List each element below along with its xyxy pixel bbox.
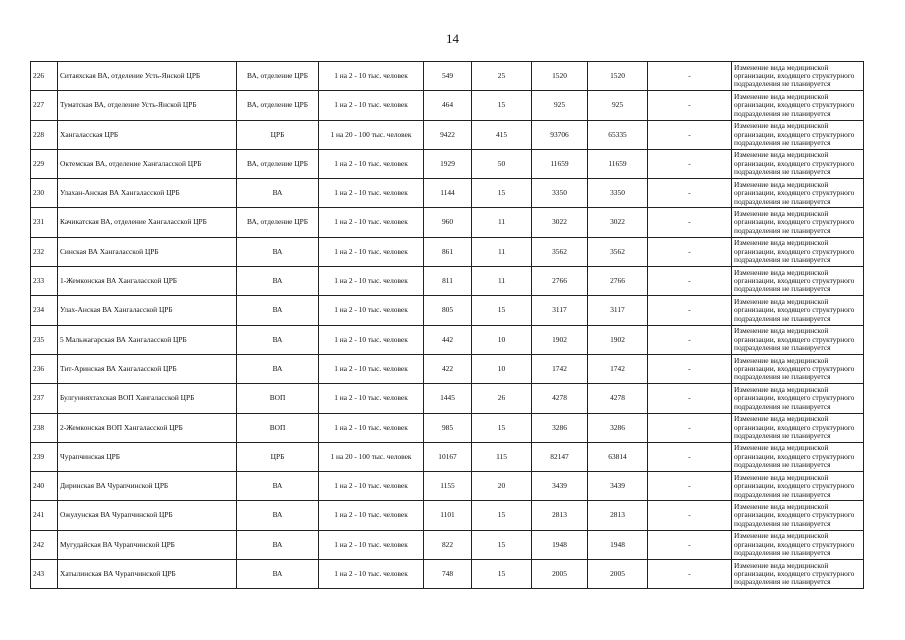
facility-type-cell: ЦРБ [237, 442, 319, 471]
value-cell-2: 15 [472, 91, 532, 120]
dash-cell: - [648, 472, 732, 501]
value-cell-4: 63814 [588, 442, 648, 471]
value-cell-3: 93706 [532, 120, 588, 149]
population-norm-cell: 1 на 2 - 10 тыс. человек [319, 472, 424, 501]
facility-type-cell: ВА, отделение ЦРБ [237, 208, 319, 237]
value-cell-1: 10167 [424, 442, 472, 471]
facility-type-cell: ВА [237, 237, 319, 266]
note-cell: Изменение вида медицинской организации, входящего структурного подразделения не планируется [732, 120, 864, 149]
row-number-cell: 227 [31, 91, 58, 120]
dash-cell: - [648, 149, 732, 178]
population-norm-cell: 1 на 2 - 10 тыс. человек [319, 560, 424, 589]
note-cell: Изменение вида медицинской организации, входящего структурного подразделения не планируется [732, 296, 864, 325]
row-number-cell: 238 [31, 413, 58, 442]
value-cell-2: 115 [472, 442, 532, 471]
row-number-cell: 235 [31, 325, 58, 354]
facility-name-cell: 1-Жемконская ВА Хангаласской ЦРБ [58, 267, 237, 296]
facility-name-cell: 2-Жемконская ВОП Хангаласской ЦРБ [58, 413, 237, 442]
value-cell-3: 1742 [532, 354, 588, 383]
facility-type-cell: ВА [237, 296, 319, 325]
population-norm-cell: 1 на 2 - 10 тыс. человек [319, 267, 424, 296]
population-norm-cell: 1 на 2 - 10 тыс. человек [319, 179, 424, 208]
row-number-cell: 237 [31, 384, 58, 413]
row-number-cell: 239 [31, 442, 58, 471]
facility-type-cell: ВА, отделение ЦРБ [237, 62, 319, 91]
facility-type-cell: ВА [237, 530, 319, 559]
value-cell-3: 3562 [532, 237, 588, 266]
table-row [31, 442, 864, 471]
population-norm-cell: 1 на 2 - 10 тыс. человек [319, 413, 424, 442]
value-cell-3: 3022 [532, 208, 588, 237]
value-cell-1: 9422 [424, 120, 472, 149]
value-cell-4: 1520 [588, 62, 648, 91]
value-cell-2: 11 [472, 267, 532, 296]
population-norm-cell: 1 на 2 - 10 тыс. человек [319, 62, 424, 91]
value-cell-2: 15 [472, 179, 532, 208]
value-cell-1: 822 [424, 530, 472, 559]
value-cell-1: 1101 [424, 501, 472, 530]
dash-cell: - [648, 208, 732, 237]
dash-cell: - [648, 296, 732, 325]
value-cell-3: 2813 [532, 501, 588, 530]
value-cell-3: 3439 [532, 472, 588, 501]
table-row [31, 296, 864, 325]
note-cell: Изменение вида медицинской организации, входящего структурного подразделения не планируется [732, 149, 864, 178]
facility-name-cell: Тит-Аринская ВА Хангаласской ЦРБ [58, 354, 237, 383]
facility-type-cell: ВА [237, 179, 319, 208]
value-cell-2: 26 [472, 384, 532, 413]
value-cell-2: 11 [472, 208, 532, 237]
table-row [31, 472, 864, 501]
dash-cell: - [648, 237, 732, 266]
note-cell: Изменение вида медицинской организации, входящего структурного подразделения не планируется [732, 501, 864, 530]
population-norm-cell: 1 на 2 - 10 тыс. человек [319, 296, 424, 325]
facility-name-cell: Туматская ВА, отделение Усть-Янской ЦРБ [58, 91, 237, 120]
table-row [31, 62, 864, 91]
dash-cell: - [648, 501, 732, 530]
row-number-cell: 234 [31, 296, 58, 325]
value-cell-1: 805 [424, 296, 472, 325]
value-cell-3: 3286 [532, 413, 588, 442]
facility-type-cell: ВА [237, 354, 319, 383]
value-cell-1: 1155 [424, 472, 472, 501]
row-number-cell: 236 [31, 354, 58, 383]
note-cell: Изменение вида медицинской организации, входящего структурного подразделения не планируется [732, 384, 864, 413]
facility-name-cell: Булгунняхтахская ВОП Хангаласской ЦРБ [58, 384, 237, 413]
value-cell-1: 811 [424, 267, 472, 296]
value-cell-2: 15 [472, 296, 532, 325]
note-cell: Изменение вида медицинской организации, входящего структурного подразделения не планируется [732, 560, 864, 589]
facility-type-cell: ВА [237, 472, 319, 501]
facility-name-cell: 5 Мальжагарская ВА Хангаласской ЦРБ [58, 325, 237, 354]
note-cell: Изменение вида медицинской организации, входящего структурного подразделения не планируется [732, 472, 864, 501]
value-cell-4: 925 [588, 91, 648, 120]
value-cell-3: 4278 [532, 384, 588, 413]
facility-name-cell: Чурапчинская ЦРБ [58, 442, 237, 471]
value-cell-3: 11659 [532, 149, 588, 178]
facility-type-cell: ВОП [237, 384, 319, 413]
value-cell-4: 3439 [588, 472, 648, 501]
row-number-cell: 228 [31, 120, 58, 149]
value-cell-2: 15 [472, 413, 532, 442]
value-cell-3: 3117 [532, 296, 588, 325]
facility-type-cell: ВА [237, 325, 319, 354]
value-cell-3: 1948 [532, 530, 588, 559]
table-row [31, 149, 864, 178]
population-norm-cell: 1 на 2 - 10 тыс. человек [319, 208, 424, 237]
table-row [31, 384, 864, 413]
dash-cell: - [648, 560, 732, 589]
row-number-cell: 231 [31, 208, 58, 237]
value-cell-2: 20 [472, 472, 532, 501]
row-number-cell: 226 [31, 62, 58, 91]
table-row [31, 530, 864, 559]
note-cell: Изменение вида медицинской организации, входящего структурного подразделения не планируется [732, 413, 864, 442]
value-cell-2: 15 [472, 560, 532, 589]
value-cell-1: 985 [424, 413, 472, 442]
dash-cell: - [648, 91, 732, 120]
row-number-cell: 229 [31, 149, 58, 178]
value-cell-3: 1520 [532, 62, 588, 91]
value-cell-2: 50 [472, 149, 532, 178]
value-cell-3: 1902 [532, 325, 588, 354]
value-cell-4: 3022 [588, 208, 648, 237]
dash-cell: - [648, 384, 732, 413]
facility-type-cell: ВА [237, 560, 319, 589]
value-cell-2: 15 [472, 501, 532, 530]
table-row [31, 208, 864, 237]
value-cell-1: 861 [424, 237, 472, 266]
population-norm-cell: 1 на 2 - 10 тыс. человек [319, 501, 424, 530]
value-cell-4: 1948 [588, 530, 648, 559]
value-cell-4: 1742 [588, 354, 648, 383]
table-row [31, 325, 864, 354]
facility-name-cell: Хангаласская ЦРБ [58, 120, 237, 149]
dash-cell: - [648, 442, 732, 471]
population-norm-cell: 1 на 2 - 10 тыс. человек [319, 237, 424, 266]
value-cell-3: 82147 [532, 442, 588, 471]
value-cell-4: 2813 [588, 501, 648, 530]
table-row [31, 267, 864, 296]
table-row [31, 560, 864, 589]
facility-name-cell: Диринская ВА Чурапчинской ЦРБ [58, 472, 237, 501]
population-norm-cell: 1 на 2 - 10 тыс. человек [319, 530, 424, 559]
note-cell: Изменение вида медицинской организации, входящего структурного подразделения не планируется [732, 91, 864, 120]
value-cell-3: 2005 [532, 560, 588, 589]
row-number-cell: 241 [31, 501, 58, 530]
value-cell-4: 3350 [588, 179, 648, 208]
facility-name-cell: Мугудайская ВА Чурапчинской ЦРБ [58, 530, 237, 559]
value-cell-4: 4278 [588, 384, 648, 413]
row-number-cell: 230 [31, 179, 58, 208]
row-number-cell: 232 [31, 237, 58, 266]
population-norm-cell: 1 на 20 - 100 тыс. человек [319, 442, 424, 471]
value-cell-2: 15 [472, 530, 532, 559]
population-norm-cell: 1 на 2 - 10 тыс. человек [319, 354, 424, 383]
table-row [31, 354, 864, 383]
note-cell: Изменение вида медицинской организации, входящего структурного подразделения не планируется [732, 530, 864, 559]
facility-name-cell: Улах-Анская ВА Хангаласской ЦРБ [58, 296, 237, 325]
value-cell-4: 1902 [588, 325, 648, 354]
facility-type-cell: ВА [237, 267, 319, 296]
value-cell-4: 65335 [588, 120, 648, 149]
value-cell-3: 2766 [532, 267, 588, 296]
dash-cell: - [648, 325, 732, 354]
facility-name-cell: Хатылинская ВА Чурапчинской ЦРБ [58, 560, 237, 589]
value-cell-2: 25 [472, 62, 532, 91]
dash-cell: - [648, 120, 732, 149]
facility-type-cell: ВА [237, 501, 319, 530]
value-cell-1: 960 [424, 208, 472, 237]
note-cell: Изменение вида медицинской организации, входящего структурного подразделения не планируется [732, 237, 864, 266]
note-cell: Изменение вида медицинской организации, входящего структурного подразделения не планируется [732, 354, 864, 383]
page-number: 14 [446, 31, 459, 46]
row-number-cell: 243 [31, 560, 58, 589]
dash-cell: - [648, 530, 732, 559]
table-row [31, 501, 864, 530]
table-row [31, 237, 864, 266]
dash-cell: - [648, 267, 732, 296]
population-norm-cell: 1 на 2 - 10 тыс. человек [319, 325, 424, 354]
population-norm-cell: 1 на 2 - 10 тыс. человек [319, 91, 424, 120]
facility-name-cell: Улахан-Анская ВА Хангаласской ЦРБ [58, 179, 237, 208]
facility-name-cell: Ожулунская ВА Чурапчинской ЦРБ [58, 501, 237, 530]
dash-cell: - [648, 354, 732, 383]
value-cell-4: 11659 [588, 149, 648, 178]
value-cell-1: 748 [424, 560, 472, 589]
dash-cell: - [648, 62, 732, 91]
population-norm-cell: 1 на 2 - 10 тыс. человек [319, 149, 424, 178]
facility-type-cell: ВА, отделение ЦРБ [237, 91, 319, 120]
value-cell-4: 3562 [588, 237, 648, 266]
value-cell-2: 415 [472, 120, 532, 149]
facility-type-cell: ВА, отделение ЦРБ [237, 149, 319, 178]
value-cell-4: 3286 [588, 413, 648, 442]
note-cell: Изменение вида медицинской организации, входящего структурного подразделения не планируется [732, 325, 864, 354]
value-cell-1: 1929 [424, 149, 472, 178]
value-cell-1: 549 [424, 62, 472, 91]
population-norm-cell: 1 на 2 - 10 тыс. человек [319, 384, 424, 413]
facility-name-cell: Октемская ВА, отделение Хангаласской ЦРБ [58, 149, 237, 178]
row-number-cell: 242 [31, 530, 58, 559]
facility-type-cell: ВОП [237, 413, 319, 442]
facility-type-cell: ЦРБ [237, 120, 319, 149]
value-cell-4: 3117 [588, 296, 648, 325]
table-row [31, 120, 864, 149]
facilities-table [30, 61, 864, 589]
facility-name-cell: Синская ВА Хангаласской ЦРБ [58, 237, 237, 266]
population-norm-cell: 1 на 20 - 100 тыс. человек [319, 120, 424, 149]
value-cell-4: 2766 [588, 267, 648, 296]
value-cell-2: 10 [472, 354, 532, 383]
note-cell: Изменение вида медицинской организации, входящего структурного подразделения не планируется [732, 208, 864, 237]
value-cell-4: 2005 [588, 560, 648, 589]
value-cell-1: 464 [424, 91, 472, 120]
note-cell: Изменение вида медицинской организации, входящего структурного подразделения не планируется [732, 62, 864, 91]
value-cell-2: 11 [472, 237, 532, 266]
note-cell: Изменение вида медицинской организации, входящего структурного подразделения не планируется [732, 267, 864, 296]
dash-cell: - [648, 179, 732, 208]
value-cell-1: 422 [424, 354, 472, 383]
row-number-cell: 240 [31, 472, 58, 501]
value-cell-1: 442 [424, 325, 472, 354]
table-body [31, 62, 864, 589]
facility-name-cell: Ситаяхская ВА, отделение Усть-Янской ЦРБ [58, 62, 237, 91]
value-cell-3: 925 [532, 91, 588, 120]
note-cell: Изменение вида медицинской организации, входящего структурного подразделения не планируется [732, 442, 864, 471]
row-number-cell: 233 [31, 267, 58, 296]
facility-name-cell: Качикатская ВА, отделение Хангаласской ЦРБ [58, 208, 237, 237]
value-cell-1: 1445 [424, 384, 472, 413]
table-row [31, 413, 864, 442]
note-cell: Изменение вида медицинской организации, входящего структурного подразделения не планируется [732, 179, 864, 208]
dash-cell: - [648, 413, 732, 442]
value-cell-1: 1144 [424, 179, 472, 208]
value-cell-2: 10 [472, 325, 532, 354]
table-row [31, 91, 864, 120]
table-row [31, 179, 864, 208]
value-cell-3: 3350 [532, 179, 588, 208]
